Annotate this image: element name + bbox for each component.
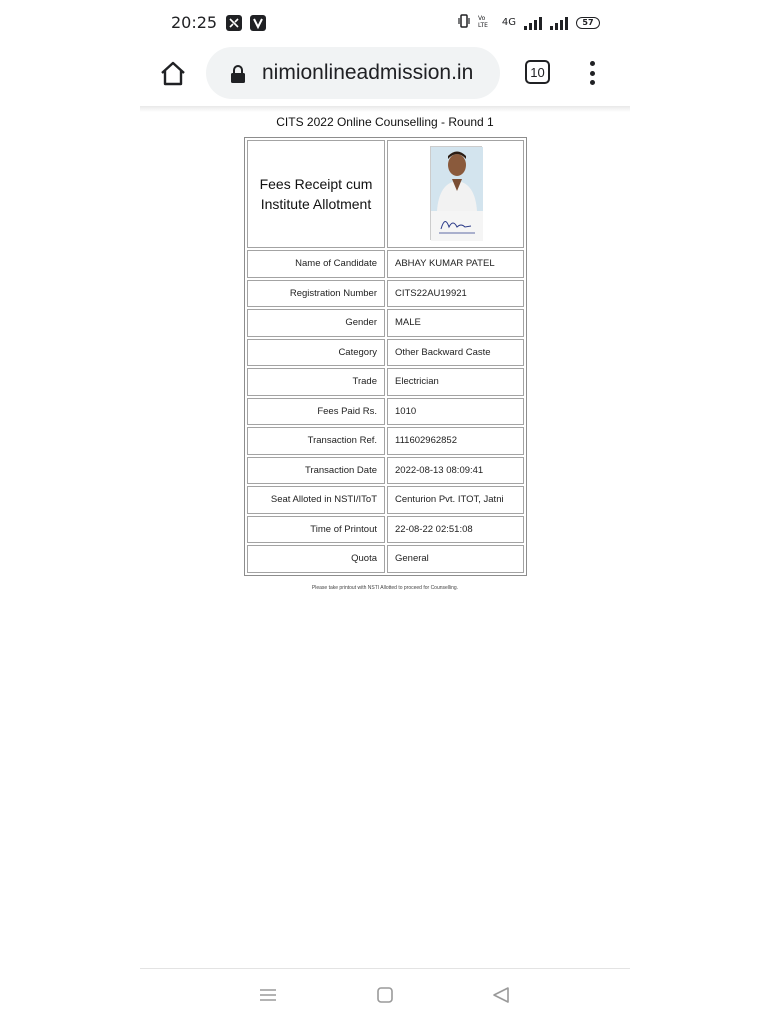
row-value: MALE [387,309,524,337]
home-icon[interactable] [158,58,188,88]
signal-icon [550,16,568,30]
table-row [247,398,524,426]
battery-icon [576,17,600,29]
table-row [247,486,524,514]
tab-count: 10 [530,64,545,80]
row-value: Other Backward Caste [387,339,524,367]
tabs-icon[interactable] [525,60,550,84]
phone-screen [140,0,630,1024]
table-row [247,250,524,278]
status-indicators [458,14,600,31]
receipt-title-line2: Institute Allotment [260,196,372,212]
row-value: General [387,545,524,573]
table-row [247,368,524,396]
row-value: ABHAY KUMAR PATEL [387,250,524,278]
row-value: CITS22AU19921 [387,280,524,308]
app-v-icon [250,15,266,31]
row-value: 2022-08-13 08:09:41 [387,457,524,485]
table-row [247,516,524,544]
row-value: Electrician [387,368,524,396]
row-label: Seat Alloted in NSTI/IToT [247,486,385,514]
receipt-header-row [247,140,524,248]
row-value: 1010 [387,398,524,426]
row-value: 22-08-22 02:51:08 [387,516,524,544]
row-label: Time of Printout [247,516,385,544]
overflow-menu-icon[interactable] [584,58,600,88]
back-icon[interactable] [491,985,511,1005]
row-value: 111602962852 [387,427,524,455]
receipt-table [244,137,527,576]
recent-apps-icon[interactable] [258,985,278,1005]
url-text: nimionlineadmission.in [262,61,474,84]
row-label: Gender [247,309,385,337]
row-label: Quota [247,545,385,573]
toolbar-shadow [140,106,630,112]
battery-level: 57 [582,18,594,27]
receipt-title [247,140,385,248]
table-row [247,545,524,573]
vibrate-icon [458,14,470,31]
home-nav-icon[interactable] [375,985,395,1005]
network-type: 4G [501,17,516,28]
status-bar [140,0,630,44]
table-row [247,280,524,308]
status-time: 20:25 [171,13,218,32]
address-bar[interactable] [206,47,500,99]
row-label: Category [247,339,385,367]
footnote: Please take printout with NSTI Allotted to proceed for Counselling. [311,585,459,591]
page-heading: CITS 2022 Online Counselling - Round 1 [276,115,494,129]
system-nav-bar [140,969,630,1024]
app-notification-icon [226,15,242,31]
table-row [247,309,524,337]
svg-text:Vo: Vo [477,15,486,22]
row-value: Centurion Pvt. ITOT, Jatni [387,486,524,514]
row-label: Transaction Ref. [247,427,385,455]
table-row [247,457,524,485]
candidate-photo [430,146,482,240]
row-label: Name of Candidate [247,250,385,278]
table-row [247,339,524,367]
row-label: Trade [247,368,385,396]
receipt-title-line1: Fees Receipt cum [259,176,373,192]
lock-icon [230,65,246,83]
browser-toolbar [140,44,630,106]
signal-icon [524,16,542,30]
row-label: Transaction Date [247,457,385,485]
row-label: Registration Number [247,280,385,308]
candidate-photo-cell [387,140,524,248]
svg-text:LTE: LTE [477,22,488,28]
table-row [247,427,524,455]
row-label: Fees Paid Rs. [247,398,385,426]
volte-icon [478,14,494,31]
